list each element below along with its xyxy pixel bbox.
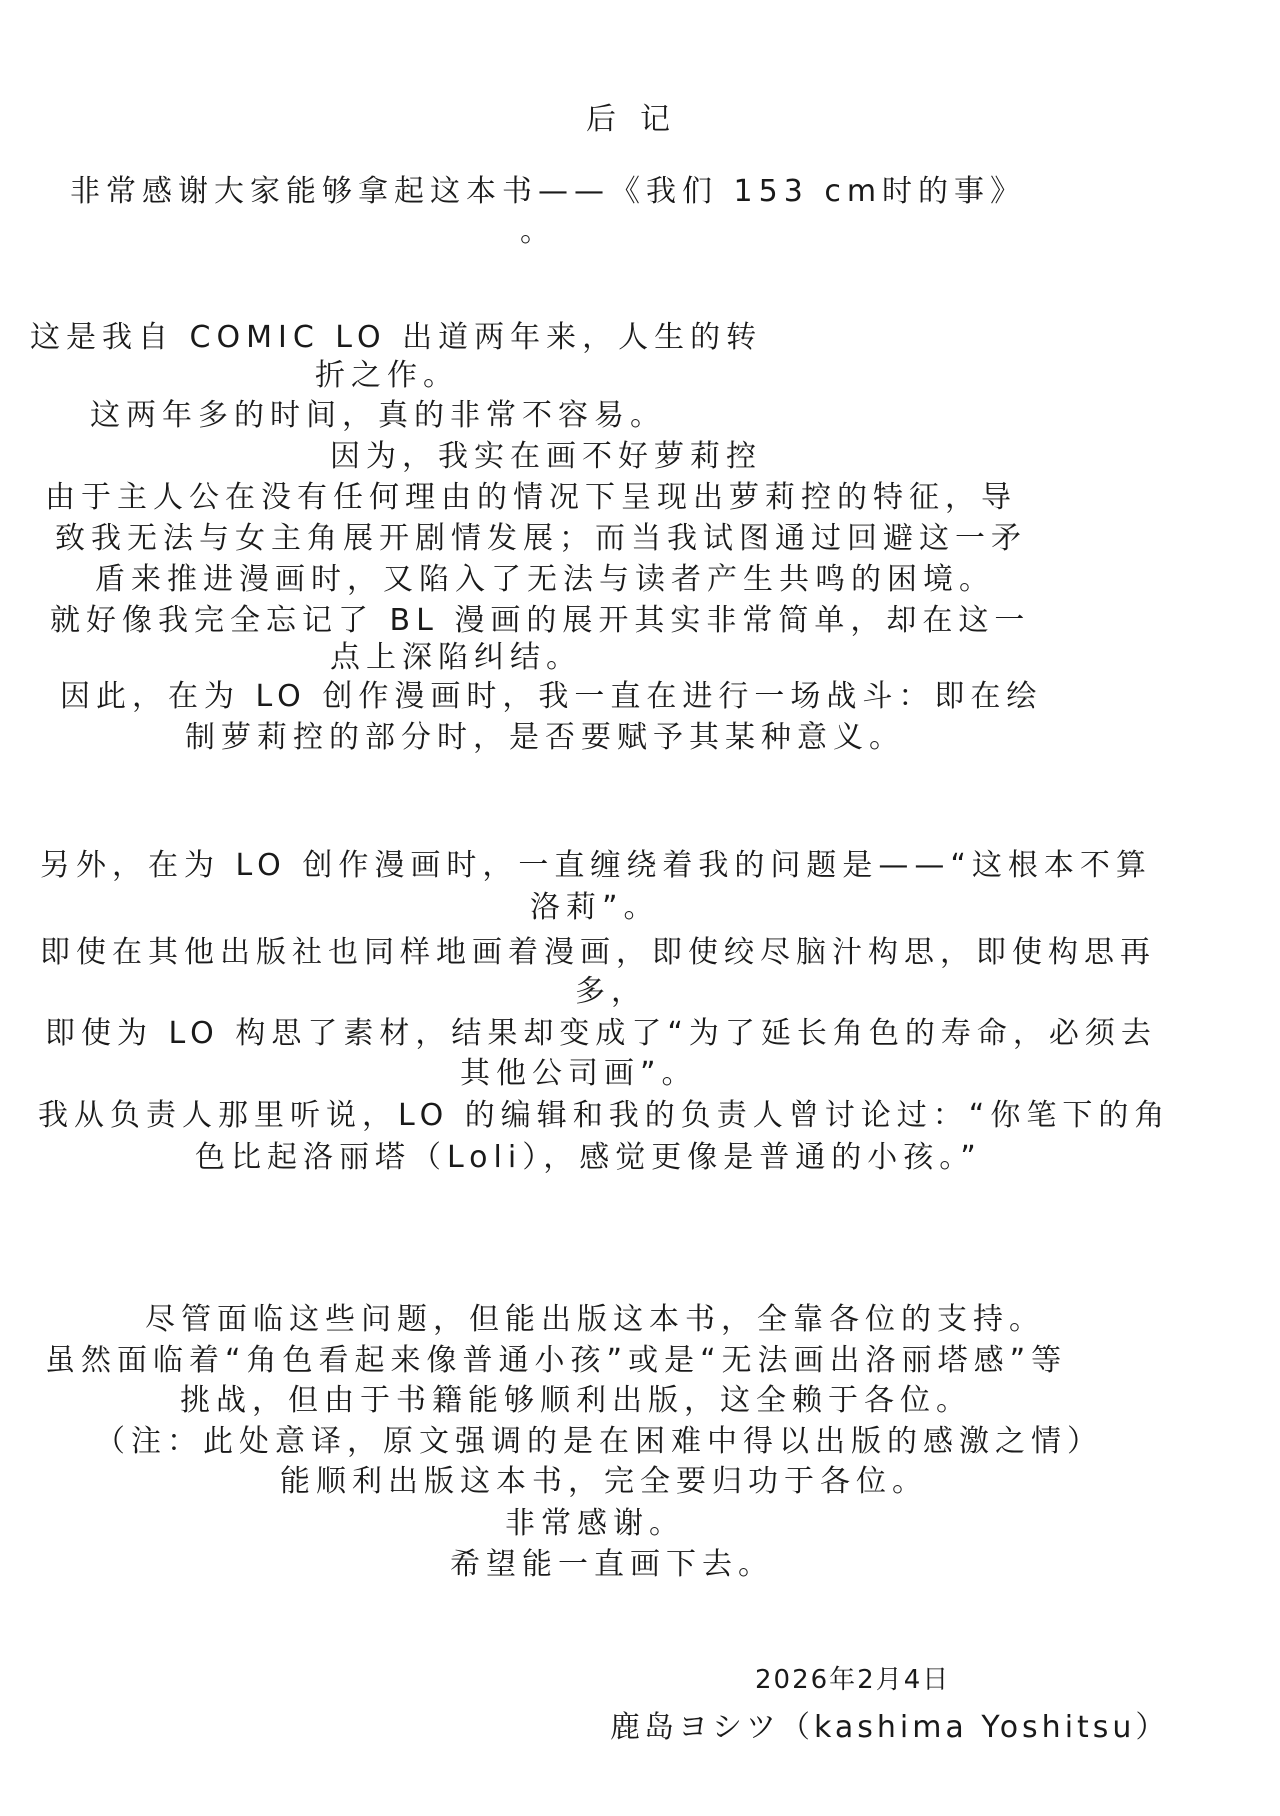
text-line: 洛莉”。 [530, 890, 660, 925]
text-line: 就好像我完全忘记了 BL 漫画的展开其实非常简单，却在这一 [50, 603, 1031, 638]
text-line: 因为，我实在画不好萝莉控 [330, 439, 762, 474]
text-line: 制萝莉控的部分时，是否要赋予其某种意义。 [185, 720, 905, 755]
text-line: 盾来推进漫画时，又陷入了无法与读者产生共鸣的困境。 [95, 562, 995, 597]
text-line: 即使为 LO 构思了素材，结果却变成了“为了延长角色的寿命，必须去 [45, 1016, 1157, 1051]
text-line: 另外，在为 LO 创作漫画时，一直缠绕着我的问题是——“这根本不算 [40, 848, 1152, 883]
text-line: 这是我自 COMIC LO 出道两年来，人生的转 [30, 320, 763, 355]
text-line: 挑战，但由于书籍能够顺利出版，这全赖于各位。 [180, 1383, 972, 1418]
text-line: 能顺利出版这本书，完全要归功于各位。 [280, 1464, 928, 1499]
text-line: 致我无法与女主角展开剧情发展；而当我试图通过回避这一矛 [55, 521, 1027, 556]
text-line: 希望能一直画下去。 [450, 1547, 774, 1582]
text-line: 点上深陷纠结。 [330, 640, 582, 675]
text-line: 我从负责人那里听说，LO 的编辑和我的负责人曾讨论过：“你笔下的角 [38, 1098, 1171, 1133]
page-title: 后记 [586, 102, 694, 137]
date-line: 2026年2月4日 [755, 1665, 951, 1695]
text-line: 色比起洛丽塔（Loli），感觉更像是普通的小孩。” [195, 1140, 982, 1175]
text-line: 折之作。 [315, 358, 459, 393]
author-signature: 鹿岛ヨシツ（kashima Yoshitsu） [610, 1710, 1170, 1745]
text-line: （注：此处意译，原文强调的是在困难中得以出版的感激之情） [95, 1424, 1103, 1459]
text-line: 这两年多的时间，真的非常不容易。 [90, 398, 666, 433]
text-line: 多， [575, 974, 647, 1009]
text-line: 尽管面临这些问题，但能出版这本书，全靠各位的支持。 [145, 1302, 1045, 1337]
text-line: 虽然面临着“角色看起来像普通小孩”或是“无法画出洛丽塔感”等 [45, 1343, 1068, 1378]
text-line: 由于主人公在没有任何理由的情况下呈现出萝莉控的特征，导 [45, 480, 1017, 515]
text-line: 。 [520, 214, 556, 249]
text-line: 非常感谢。 [505, 1506, 685, 1541]
text-line: 因此，在为 LO 创作漫画时，我一直在进行一场战斗：即在绘 [60, 679, 1043, 714]
text-line: 即使在其他出版社也同样地画着漫画，即使绞尽脑汁构思，即使构思再 [40, 935, 1156, 970]
text-line: 其他公司画”。 [460, 1056, 698, 1091]
text-line: 非常感谢大家能够拿起这本书——《我们 153 cm时的事》 [70, 174, 1027, 209]
